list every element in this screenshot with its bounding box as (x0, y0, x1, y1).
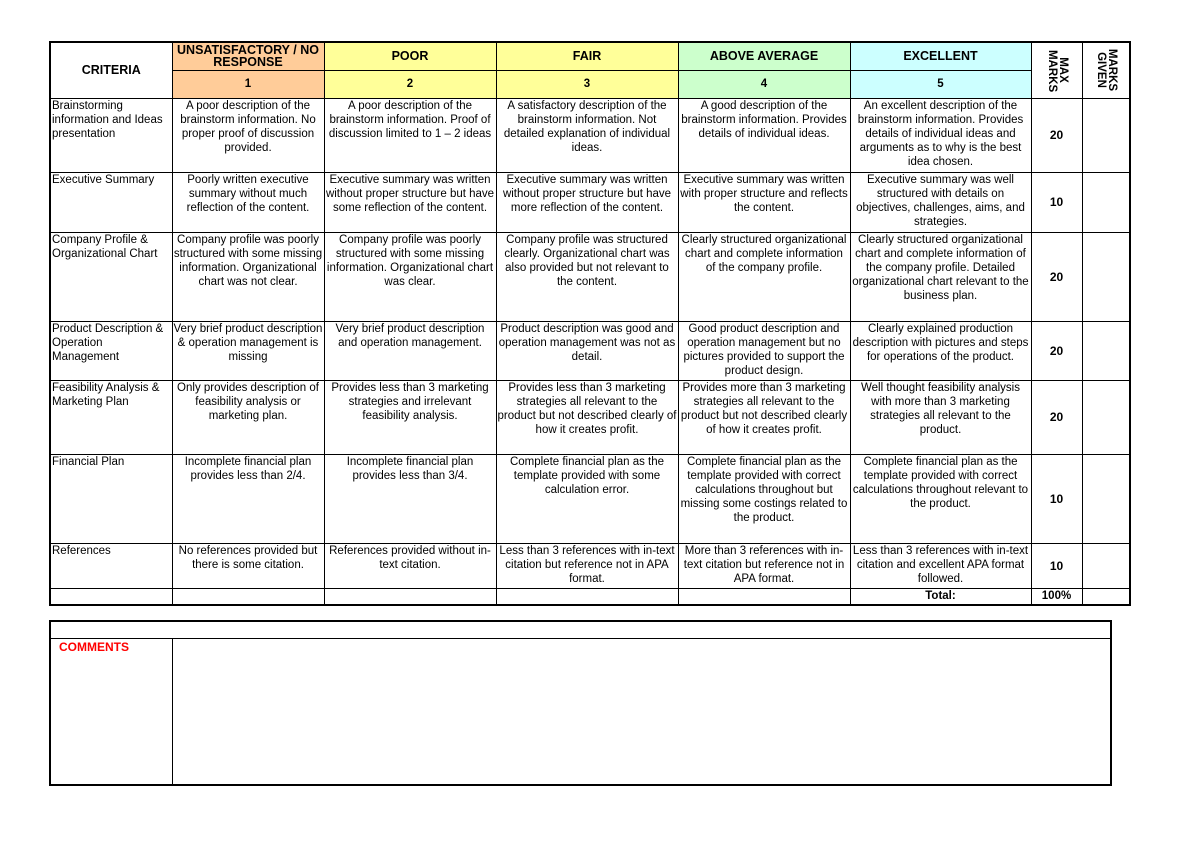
header-row-labels (50, 42, 1130, 70)
total-given-cell[interactable] (1082, 588, 1130, 605)
level-cell: Product description was good and operation management was not as detail. (496, 321, 678, 380)
marks-given-cell[interactable] (1082, 321, 1130, 380)
marks-given-cell[interactable] (1082, 232, 1130, 321)
marks-given-cell[interactable] (1082, 98, 1130, 172)
max-marks-cell: 10 (1031, 454, 1082, 543)
max-marks-header-text: MAX MARKS (1045, 49, 1069, 92)
level-cell: References provided without in-text citation. (324, 543, 496, 588)
table-row (50, 543, 1130, 588)
comments-box (49, 620, 1112, 786)
criteria-cell: References (50, 543, 172, 588)
level-cell: Provides less than 3 marketing strategies and irrelevant feasibility analysis. (324, 380, 496, 454)
level-cell: Only provides description of feasibility analysis or marketing plan. (172, 380, 324, 454)
total-row (50, 588, 1130, 605)
level-cell: Complete financial plan as the template provided with correct calculations throughout relevant to the product. (850, 454, 1031, 543)
criteria-cell: Brainstorming information and Ideas presentation (50, 98, 172, 172)
header-row-scores (50, 70, 1130, 98)
level-cell: Clearly structured organizational chart and complete information of the company profile. Detailed organizational chart relevant to the business plan. (850, 232, 1031, 321)
empty-cell (172, 588, 324, 605)
rubric-table (49, 41, 1131, 606)
marks-given-cell[interactable] (1082, 380, 1130, 454)
max-marks-cell: 10 (1031, 543, 1082, 588)
level-cell: Very brief product description & operation management is missing (172, 321, 324, 380)
total-label: Total: (850, 588, 1031, 605)
marks-given-header-text: MARKS GIVEN (1094, 48, 1118, 91)
marks-given-cell[interactable] (1082, 172, 1130, 232)
max-marks-header (1031, 42, 1082, 98)
criteria-header: CRITERIA (50, 42, 172, 98)
level-cell: More than 3 references with in-text citation but reference not in APA format. (678, 543, 850, 588)
level-cell: Incomplete financial plan provides less than 3/4. (324, 454, 496, 543)
criteria-cell: Executive Summary (50, 172, 172, 232)
total-value: 100% (1031, 588, 1082, 605)
max-marks-cell: 20 (1031, 232, 1082, 321)
empty-cell (678, 588, 850, 605)
score-3: 3 (496, 70, 678, 98)
level-header-unsatisfactory: UNSATISFACTORY / NO RESPONSE (172, 42, 324, 70)
table-row (50, 98, 1130, 172)
level-cell: Clearly structured organizational chart and complete information of the company profile. (678, 232, 850, 321)
level-cell: Company profile was poorly structured with some missing information. Organizational chart was not clear. (172, 232, 324, 321)
score-2: 2 (324, 70, 496, 98)
score-1: 1 (172, 70, 324, 98)
level-cell: A good description of the brainstorm information. Provides details of individual ideas. (678, 98, 850, 172)
criteria-cell: Company Profile & Organizational Chart (50, 232, 172, 321)
level-header-poor: POOR (324, 42, 496, 70)
empty-cell (496, 588, 678, 605)
level-cell: Clearly explained production description with pictures and steps for operations of the product. (850, 321, 1031, 380)
level-cell: A satisfactory description of the brainstorm information. Not detailed explanation of individual ideas. (496, 98, 678, 172)
level-cell: Complete financial plan as the template provided with some calculation error. (496, 454, 678, 543)
score-5: 5 (850, 70, 1031, 98)
level-cell: Good product description and operation management but no pictures provided to support the product design. (678, 321, 850, 380)
level-cell: Executive summary was well structured with details on objectives, challenges, aims, and strategies. (850, 172, 1031, 232)
comments-divider (172, 638, 173, 784)
max-marks-cell: 10 (1031, 172, 1082, 232)
marks-given-header (1082, 42, 1130, 98)
level-cell: An excellent description of the brainstorm information. Provides details of individual ideas and arguments as to why is the best idea chosen. (850, 98, 1031, 172)
level-cell: Well thought feasibility analysis with more than 3 marketing strategies all relevant to the product. (850, 380, 1031, 454)
level-cell: Less than 3 references with in-text citation but reference not in APA format. (496, 543, 678, 588)
level-cell: Company profile was poorly structured with some missing information. Organizational chart was clear. (324, 232, 496, 321)
table-row (50, 172, 1130, 232)
empty-cell (324, 588, 496, 605)
level-cell: Poorly written executive summary without much reflection of the content. (172, 172, 324, 232)
level-cell: Executive summary was written without proper structure but have more reflection of the content. (496, 172, 678, 232)
comments-label: COMMENTS (59, 640, 129, 654)
criteria-cell: Feasibility Analysis & Marketing Plan (50, 380, 172, 454)
level-header-above-average: ABOVE AVERAGE (678, 42, 850, 70)
table-row (50, 380, 1130, 454)
criteria-cell: Product Description & Operation Management (50, 321, 172, 380)
level-header-excellent: EXCELLENT (850, 42, 1031, 70)
marks-given-cell[interactable] (1082, 543, 1130, 588)
level-cell: Provides less than 3 marketing strategies all relevant to the product but not described clearly of how it creates profit. (496, 380, 678, 454)
max-marks-cell: 20 (1031, 321, 1082, 380)
level-cell: No references provided but there is some citation. (172, 543, 324, 588)
empty-cell (50, 588, 172, 605)
max-marks-cell: 20 (1031, 98, 1082, 172)
comments-top-rule (51, 638, 1110, 639)
score-4: 4 (678, 70, 850, 98)
marks-given-cell[interactable] (1082, 454, 1130, 543)
criteria-cell: Financial Plan (50, 454, 172, 543)
level-cell: Complete financial plan as the template provided with correct calculations throughout but missing some costings related to the product. (678, 454, 850, 543)
level-cell: Executive summary was written without proper structure but have some reflection of the content. (324, 172, 496, 232)
level-cell: Provides more than 3 marketing strategies all relevant to the product but not described clearly of how it creates profit. (678, 380, 850, 454)
level-cell: Executive summary was written with proper structure and reflects the content. (678, 172, 850, 232)
max-marks-cell: 20 (1031, 380, 1082, 454)
level-cell: Less than 3 references with in-text citation and excellent APA format followed. (850, 543, 1031, 588)
table-row (50, 321, 1130, 380)
level-cell: Incomplete financial plan provides less than 2/4. (172, 454, 324, 543)
level-cell: A poor description of the brainstorm information. Proof of discussion limited to 1 – 2 ideas (324, 98, 496, 172)
level-cell: Very brief product description and operation management. (324, 321, 496, 380)
table-row (50, 232, 1130, 321)
table-row (50, 454, 1130, 543)
level-cell: Company profile was structured clearly. Organizational chart was also provided but not relevant to the content. (496, 232, 678, 321)
level-cell: A poor description of the brainstorm information. No proper proof of discussion provided. (172, 98, 324, 172)
level-header-fair: FAIR (496, 42, 678, 70)
